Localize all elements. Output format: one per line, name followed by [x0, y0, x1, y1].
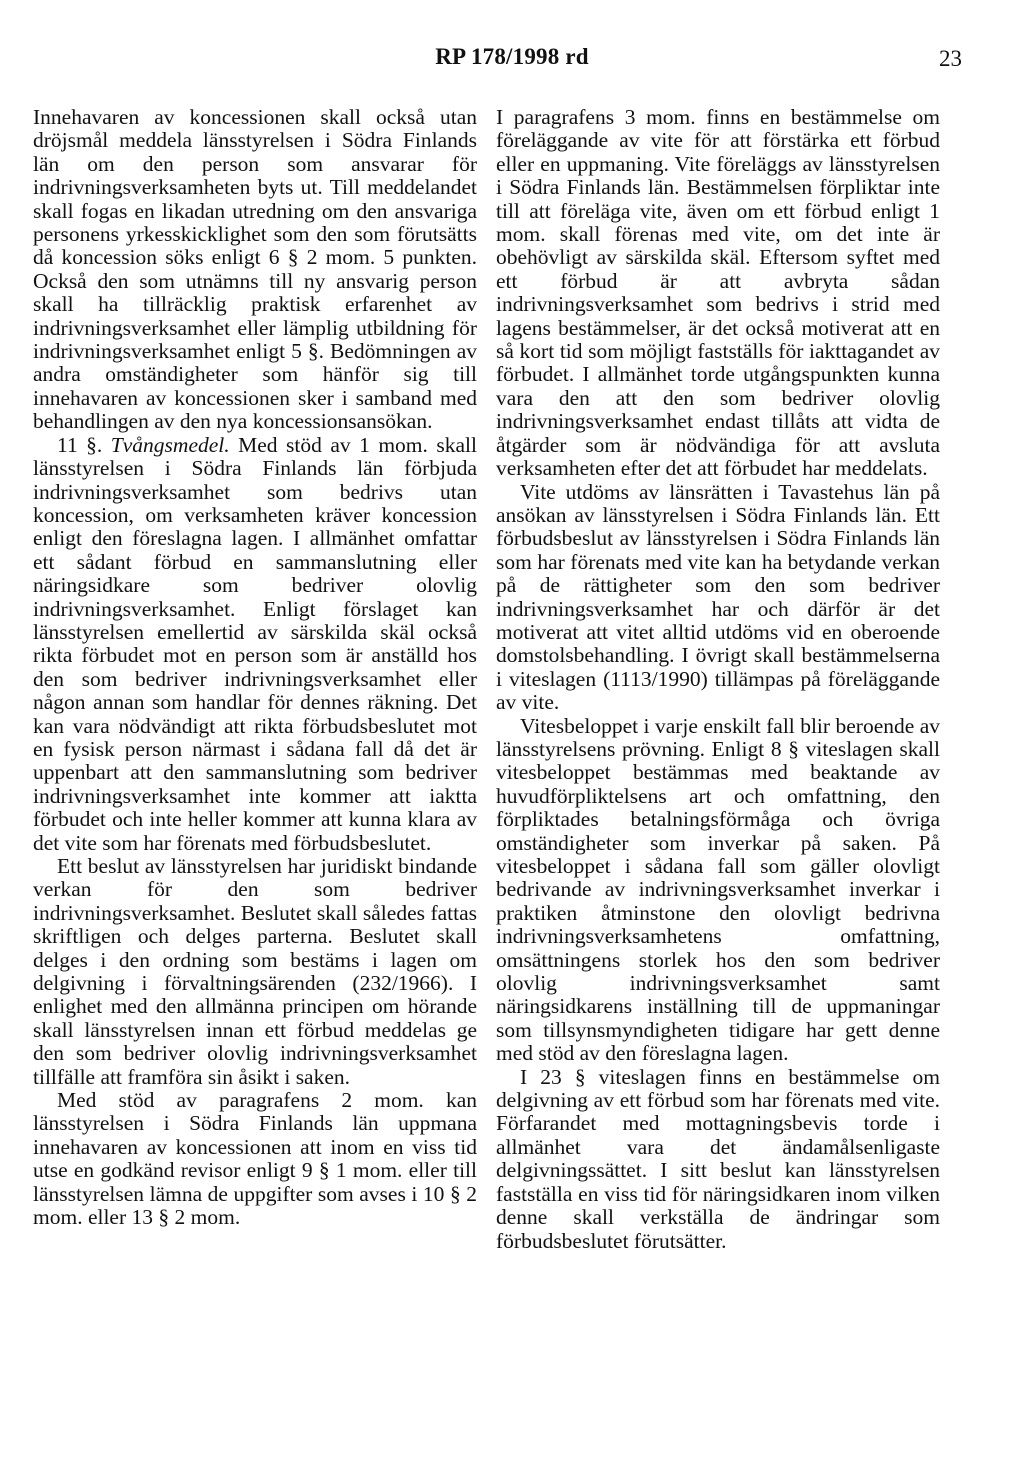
right-column [496, 106, 940, 1253]
page-number: 23 [939, 46, 962, 71]
paragraph: Vite utdöms av länsrätten i Tavastehus län på ansökan av länsstyrelsen i Södra Finlands län. Ett förbudsbeslut av länsstyrelsen i Södra Finlands län som har förenats med vite kan ha betydande verkan på de rättigheter som den som bedriver indrivningsverksamhet har och därför är det motiverat att vitet alltid utdöms vid en oberoende domstolsbehandling. I övrigt skall bestämmelserna i viteslagen (1113/1990) tillämpas på föreläggande av vite. [496, 479, 940, 715]
paragraph: I 23 § viteslagen finns en bestämmelse om delgivning av ett förbud som har förenats med vite. Förfarandet med mottagningsbevis torde i allmänhet vara det ändamålsenligaste delgivningssättet. I sitt beslut kan länsstyrelsen fastställa en viss tid för näringsidkaren inom vilken denne skall verkställa de ändringar som förbudsbeslutet förutsätter. [496, 1064, 940, 1253]
paragraph: Med stöd av paragrafens 2 mom. kan länsstyrelsen i Södra Finlands län uppmana innehavaren av koncessionen att inom en viss tid utse en godkänd revisor enligt 9 § 1 mom. eller till länsstyrelsen lämna de uppgifter som avses i 10 § 2 mom. eller 13 § 2 mom. [33, 1088, 477, 1230]
paragraph: I paragrafens 3 mom. finns en bestämmelse om föreläggande av vite för att förstärka ett förbud eller en uppmaning. Vite föreläggs av länsstyrelsen i Södra Finlands län. Bestämmelsen förpliktar inte till att föreläga vite, även om ett förbud enligt 1 mom. skall förenas med vite, om det inte är obehövligt av särskilda skäl. Eftersom syftet med ett förbud är att avbryta sådan indrivningsverksamhet som bedrivs i strid med lagens bestämmelser, är det också motiverat att en så kort tid som möjligt fastställs för iakttagandet av förbudet. I allmänhet torde utgångspunkten kunna vara den att den som bedriver olovlig indrivningsverksamhet endast tillåts att vidta de åtgärder som är nödvändiga för att avsluta verksamheten efter det att förbudet har meddelats. [496, 105, 940, 481]
section-11-paragraph [33, 434, 477, 855]
section-number: 11 §. [57, 432, 103, 457]
paragraph: Ett beslut av länsstyrelsen har juridiskt bindande verkan för den som bedriver indrivningsverksamhet. Beslutet skall således fattas skriftligen och delges parterna. Beslutet skall delges i den ordning som bestäms i lagen om delgivning i förvaltningsärenden (232/1966). I enlighet med den allmänna principen om hörande skall länsstyrelsen innan ett förbud meddelas ge den som bedriver olovlig indrivningsverksamhet tillfälle att framföra sin åsikt i saken. [33, 854, 477, 1089]
left-column [33, 106, 477, 1230]
section-text: Med stöd av 1 mom. skall länsstyrelsen i Södra Finlands län förbjuda indrivningsverksamhet som bedrivs utan koncession, om verksamheten kräver koncession enligt den föreslagna lagen. I allmänhet omfattar ett sådant förbud en sammanslutning eller näringsidkare som bedriver olovlig indrivningsverksamhet. Enligt förslaget kan länsstyrelsen emellertid av särskilda skäl också rikta förbudet mot en person som är anställd hos den som bedriver indrivningsverksamhet eller någon annan som handlar för dennes räkning. Det kan vara nödvändigt att rikta förbudsbeslutet mot en fysisk person närmast i sådana fall då det är uppenbart att den sammanslutning som bedriver indrivningsverksamhet inte kommer att iaktta förbudet och inte heller kommer att kunna klara av det vite som har förenats med förbudsbeslutet. [33, 432, 477, 855]
document-reference: RP 178/1998 rd [435, 44, 589, 69]
paragraph: Vitesbeloppet i varje enskilt fall blir beroende av länsstyrelsens prövning. Enligt 8 § viteslagen skall vitesbeloppet bestämmas med beaktande av huvudförpliktelsens art och omfattning, den förpliktades betalningsförmåga och övriga omständigheter som inverkar på saken. På vitesbeloppet i sådana fall som gäller olovligt bedrivande av indrivningsverksamhet inverkar i praktiken åtminstone den olovligt bedrivna indrivningsverksamhetens omfattning, omsättningens storlek hos den som bedriver olovlig indrivningsverksamhet samt näringsidkarens inställning till de uppmaningar som tillsynsmyndigheten tidigare har gett denne med stöd av den föreslagna lagen. [496, 713, 940, 1066]
paragraph: Innehavaren av koncessionen skall också utan dröjsmål meddela länsstyrelsen i Södra Finlands län om den person som ansvarar för indrivningsverksamheten byts ut. Till meddelandet skall fogas en likadan utredning om den ansvariga personens yrkesskicklighet som den som förutsätts då koncession söks enligt 6 § 2 mom. 5 punkten. Också den som utnämns till ny ansvarig person skall ha tillräcklig praktisk erfarenhet av indrivningsverksamhet eller lämplig utbildning för indrivningsverksamhet enligt 5 §. Bedömningen av andra omständigheter som hänför sig till innehavaren av koncessionen sker i samband med behandlingen av den nya koncessionsansökan. [33, 105, 477, 434]
section-heading: Tvångsmedel. [110, 432, 230, 457]
page-header [0, 44, 1024, 80]
